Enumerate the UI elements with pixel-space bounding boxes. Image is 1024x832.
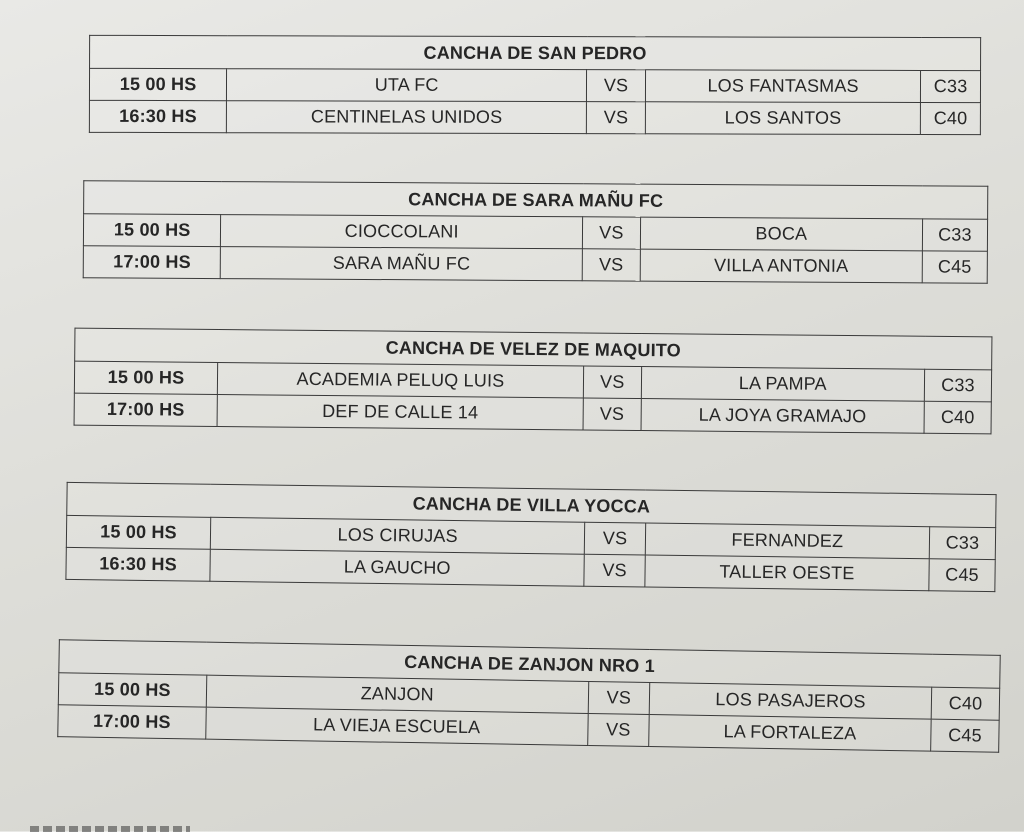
home-team: SARA MAÑU FC	[221, 247, 583, 281]
category-code: C45	[931, 719, 999, 752]
venue-table	[74, 328, 993, 435]
venue-name: CANCHA DE VILLA YOCCA	[67, 482, 996, 527]
home-team: LA GAUCHO	[210, 549, 585, 586]
versus-label: VS	[587, 102, 646, 134]
match-row	[89, 68, 980, 102]
away-team: BOCA	[640, 217, 922, 251]
cut-off-text-fragment	[30, 818, 200, 832]
versus-label: VS	[588, 681, 650, 714]
match-time: 17:00 HS	[58, 705, 206, 739]
versus-label: VS	[582, 217, 640, 249]
category-code: C45	[922, 251, 987, 283]
venue-name: CANCHA DE ZANJON NRO 1	[59, 640, 1000, 689]
venue-name: CANCHA DE SARA MAÑU FC	[84, 181, 988, 220]
home-team: ACADEMIA PELUQ LUIS	[217, 362, 583, 398]
category-code: C45	[929, 559, 995, 592]
match-time: 17:00 HS	[83, 246, 221, 279]
away-team: LA JOYA GRAMAJO	[641, 399, 925, 434]
away-team: LOS SANTOS	[645, 102, 920, 135]
versus-label: VS	[587, 713, 649, 746]
away-team: FERNANDEZ	[645, 523, 930, 559]
away-team: LOS FANTASMAS	[645, 70, 920, 103]
category-code: C33	[921, 71, 981, 103]
venue-name: CANCHA DE VELEZ DE MAQUITO	[75, 328, 992, 370]
away-team: LOS PASAJEROS	[649, 682, 932, 719]
category-code: C40	[931, 687, 999, 720]
venue-table	[57, 639, 1000, 753]
away-team: LA FORTALEZA	[649, 714, 932, 751]
home-team: CIOCCOLANI	[221, 215, 583, 249]
category-code: C33	[929, 527, 995, 560]
home-team: CENTINELAS UNIDOS	[227, 101, 587, 134]
versus-label: VS	[585, 522, 646, 555]
versus-label: VS	[587, 70, 646, 102]
venue-header-row	[84, 181, 988, 220]
home-team: LA VIEJA ESCUELA	[205, 707, 588, 745]
home-team: UTA FC	[227, 69, 587, 102]
venue-header-row	[90, 35, 981, 70]
versus-label: VS	[583, 366, 641, 399]
match-time: 15 00 HS	[58, 673, 206, 707]
match-time: 16:30 HS	[89, 100, 226, 132]
versus-label: VS	[584, 554, 645, 587]
away-team: VILLA ANTONIA	[640, 249, 922, 283]
match-time: 15 00 HS	[83, 214, 221, 247]
match-time: 17:00 HS	[74, 393, 217, 426]
match-time: 16:30 HS	[66, 547, 210, 581]
match-time: 15 00 HS	[74, 361, 217, 394]
match-time: 15 00 HS	[89, 68, 226, 100]
venue-table	[65, 482, 996, 592]
home-team: DEF DE CALLE 14	[217, 394, 583, 430]
category-code: C33	[922, 219, 987, 251]
away-team: TALLER OESTE	[645, 555, 930, 591]
match-row	[83, 246, 987, 284]
match-time: 15 00 HS	[66, 515, 210, 549]
category-code: C40	[924, 401, 991, 434]
home-team: LOS CIRUJAS	[210, 517, 585, 554]
venue-name: CANCHA DE SAN PEDRO	[90, 35, 981, 70]
venue-table	[89, 35, 981, 135]
away-team: LA PAMPA	[641, 367, 925, 402]
versus-label: VS	[583, 398, 641, 431]
versus-label: VS	[582, 249, 640, 281]
category-code: C40	[921, 103, 981, 135]
category-code: C33	[924, 369, 991, 402]
venue-table	[83, 180, 989, 284]
home-team: ZANJON	[206, 675, 589, 713]
match-row	[89, 100, 980, 134]
